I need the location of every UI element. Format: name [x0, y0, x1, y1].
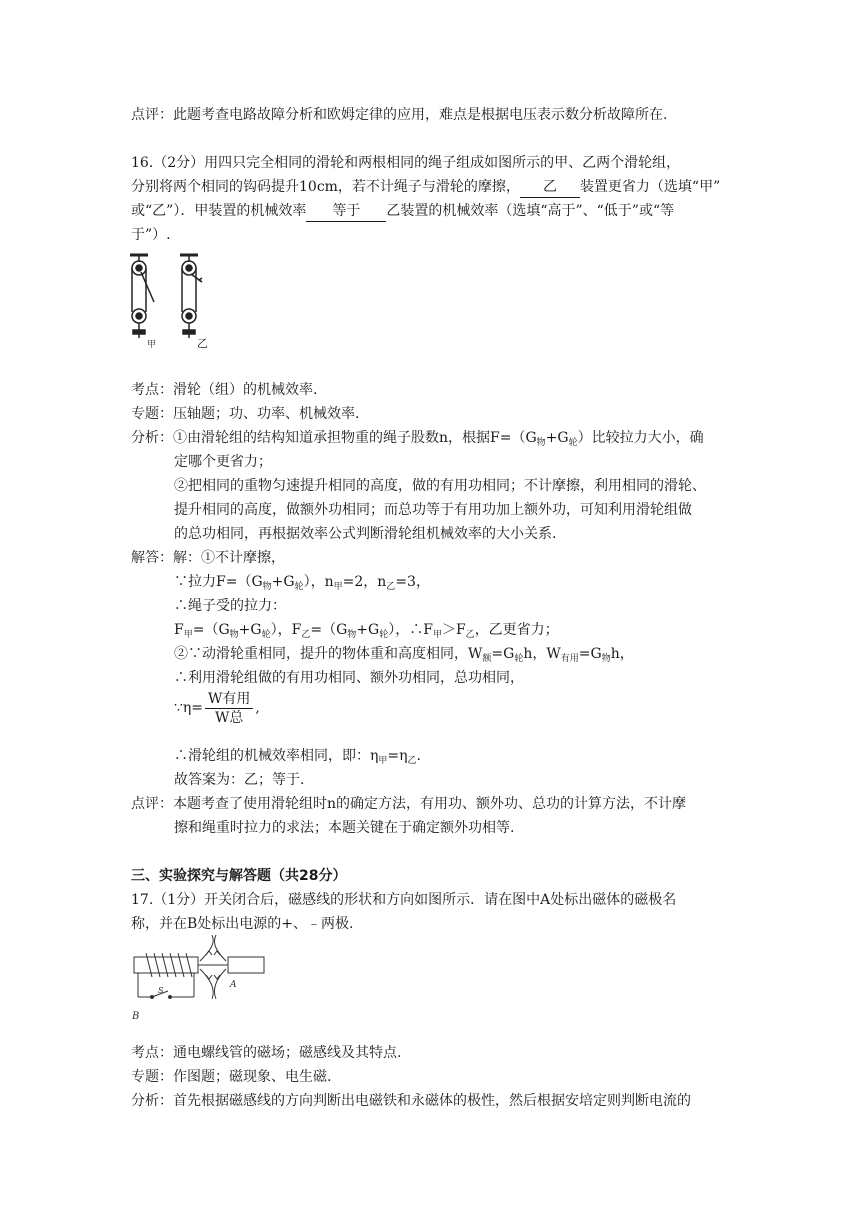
efficiency-fraction: $\frac{\text{W有用}}{\text{W总}}$	[205, 690, 253, 727]
pulley-figure	[128, 250, 228, 350]
q16-jieda4: $F_甲=(G_物+G_轮)$，$F_乙=(G_物+G_轮)$，$\therefore F_甲>F_乙$，乙更省力；	[174, 622, 559, 640]
label-yi: 乙	[197, 337, 208, 350]
q16-jieda9: 故答案为：乙；等于.	[174, 772, 305, 788]
q16-jieda2: ∵拉力$F=(G_物+G_轮)$，$n_甲=2$，$n_乙=3$，	[174, 574, 430, 592]
q16-fenxi1: 分析：①由滑轮组的结构知道承担物重的绳子股数n，根据$F=(G_物+G_轮)$比较拉力大小，确	[131, 430, 704, 448]
q16-jieda6: ∴利用滑轮组做的有用功相同、额外功相同，总功相同，	[174, 670, 524, 686]
q17-fenxi: 分析：首先根据磁感线的方向判断出电磁铁和永磁体的极性，然后根据安培定则判断电流的	[131, 1093, 691, 1109]
q16-fenxi4: 提升相同的高度，做额外功相同；而总功等于有用功加上额外功，可知利用滑轮组做	[174, 502, 692, 518]
label-B: B	[132, 1011, 140, 1022]
review-previous: 点评：此题考查电路故障分析和欧姆定律的应用，难点是根据电压表示数分析故障所在.	[131, 107, 668, 123]
q16-kaodian: 考点：滑轮（组）的机械效率.	[131, 382, 318, 398]
label-S: S	[158, 986, 164, 995]
q16-jieda8: ∴滑轮组的机械效率相同，即：$\eta_甲=\eta_乙$.	[174, 748, 421, 766]
q16-answer2: 等于	[306, 201, 386, 222]
q16-line1: 16.（2分）用四只完全相同的滑轮和两根相同的绳子组成如图所示的甲、乙两个滑轮组，	[131, 155, 681, 171]
label-jia: 甲	[147, 340, 157, 350]
label-A: A	[230, 980, 237, 990]
solenoid-figure	[130, 933, 270, 1025]
q16-eta-formula: ∵η= $\frac{\text{W有用}}{\text{W总}}$ ,	[174, 690, 260, 726]
q16-dianping1: 点评：本题考查了使用滑轮组时n的确定方法，有用功、额外功、总功的计算方法，不计摩	[131, 796, 687, 812]
q16-dianping2: 擦和绳重时拉力的求法；本题关键在于确定额外功相等.	[174, 820, 515, 836]
q17-kaodian: 考点：通电螺线管的磁场；磁感线及其特点.	[131, 1045, 402, 1061]
q16-zhuanti: 专题：压轴题；功、功率、机械效率.	[131, 406, 360, 422]
q16-fenxi5: 的总功相同，再根据效率公式判断滑轮组机械效率的大小关系.	[174, 526, 557, 542]
q17-line2: 称，并在B处标出电源的+、﹣两极.	[131, 916, 354, 932]
q16-jieda3: ∴绳子受的拉力：	[174, 598, 286, 614]
q16-fenxi3: ②把相同的重物匀速提升相同的高度，做的有用功相同；不计摩擦，利用相同的滑轮、	[174, 478, 706, 494]
q16-jieda1: 解答：解：①不计摩擦，	[131, 550, 285, 566]
q17-zhuanti: 专题：作图题；磁现象、电生磁.	[131, 1069, 332, 1085]
q16-line2: 分别将两个相同的钩码提升10cm，若不计绳子与滑轮的摩擦， 乙 装置更省力（选填“甲”	[131, 177, 720, 198]
q16-line4: 于”）.	[131, 227, 171, 243]
q16-fenxi2: 定哪个更省力；	[174, 454, 272, 470]
section3-heading: 三、实验探究与解答题（共28分）	[131, 868, 347, 884]
q17-line1: 17.（1分）开关闭合后，磁感线的形状和方向如图所示．请在图中A处标出磁体的磁极名	[131, 892, 677, 908]
q16-answer1: 乙	[520, 177, 580, 198]
q16-jieda5: ②∵动滑轮重相同，提升的物体重和高度相同，$W_额=G_轮h$，$W_{有用}=G_物h$，	[174, 646, 634, 664]
q16-line3: 或“乙”）．甲装置的机械效率 等于 乙装置的机械效率（选填“高于”、“低于”或“等	[131, 201, 674, 222]
